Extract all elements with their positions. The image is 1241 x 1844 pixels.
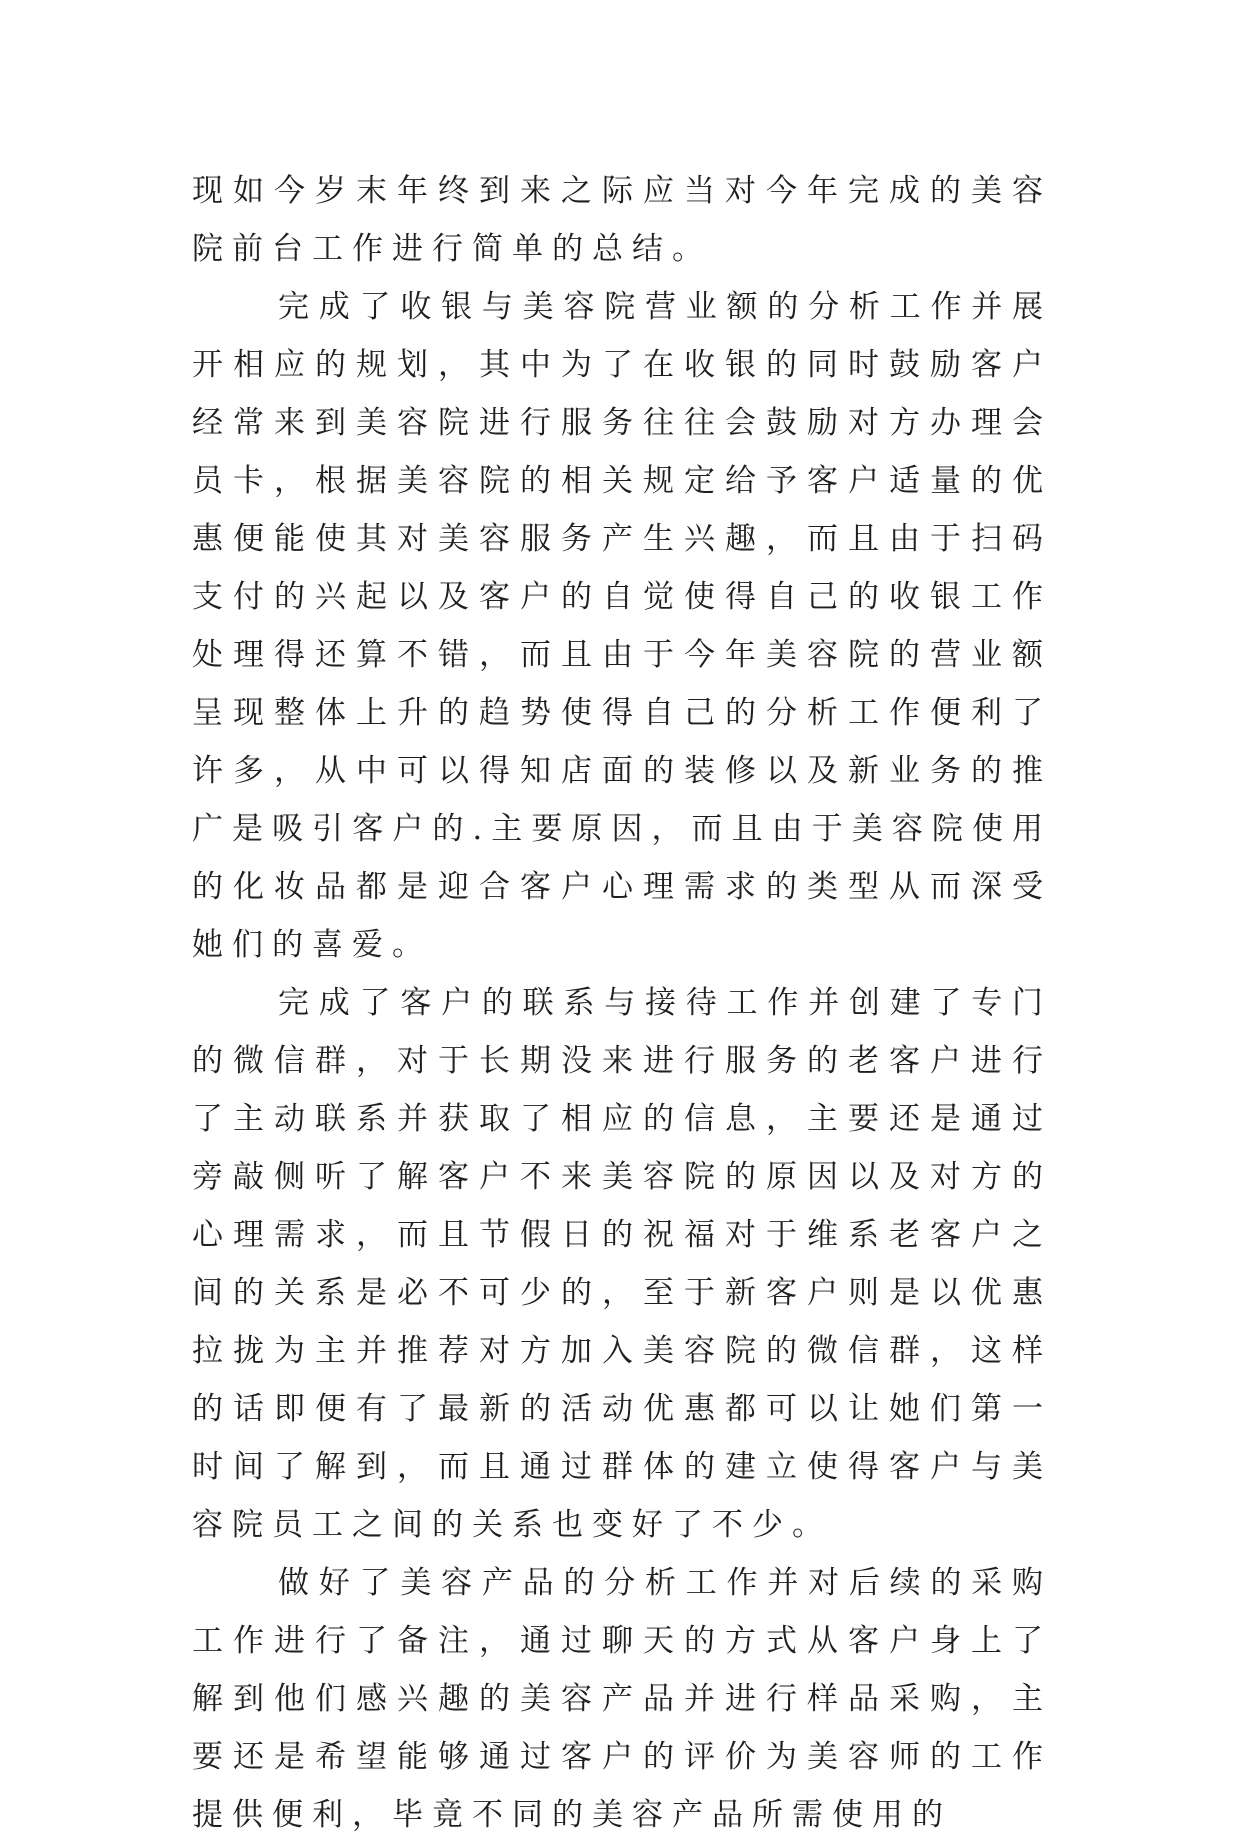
paragraph-product-analysis: 做好了美容产品的分析工作并对后续的采购工作进行了备注，通过聊天的方式从客户身上了解到他们感兴趣的美容产品并进行样品采购，主要还是希望能够通过客户的评价为美容师的工作提供便利，毕竟不同的美容产品所需使用的 xyxy=(192,1565,1052,1833)
paragraph-cashier-revenue: 完成了收银与美容院营业额的分析工作并展开相应的规划，其中为了在收银的同时鼓励客户经常来到美容院进行服务往往会鼓励对方办理会员卡，根据美容院的相关规定给予客户适量的优惠便能使其对美容服务产生兴趣，而且由于扫码支付的兴起以及客户的自觉使得自己的收银工作处理得还算不错，而且由于今年美容院的营业额呈现整体上升的趋势使得自己的分析工作便利了许多，从中可以得知店面的装修以及新业务的推广是吸引客户的.主要原因，而且由于美容院使用的化妆品都是迎合客户心理需求的类型从而深受她们的喜爱。 xyxy=(192,289,1052,963)
document-body xyxy=(192,162,1052,1844)
paragraph-intro: 现如今岁末年终到来之际应当对今年完成的美容院前台工作进行简单的总结。 xyxy=(192,173,1052,267)
paragraph-customer-contact: 完成了客户的联系与接待工作并创建了专门的微信群，对于长期没来进行服务的老客户进行了主动联系并获取了相应的信息，主要还是通过旁敲侧听了解客户不来美容院的原因以及对方的心理需求，而且节假日的祝福对于维系老客户之间的关系是必不可少的，至于新客户则是以优惠拉拢为主并推荐对方加入美容院的微信群，这样的话即便有了最新的活动优惠都可以让她们第一时间了解到，而且通过群体的建立使得客户与美容院员工之间的关系也变好了不少。 xyxy=(192,985,1052,1543)
